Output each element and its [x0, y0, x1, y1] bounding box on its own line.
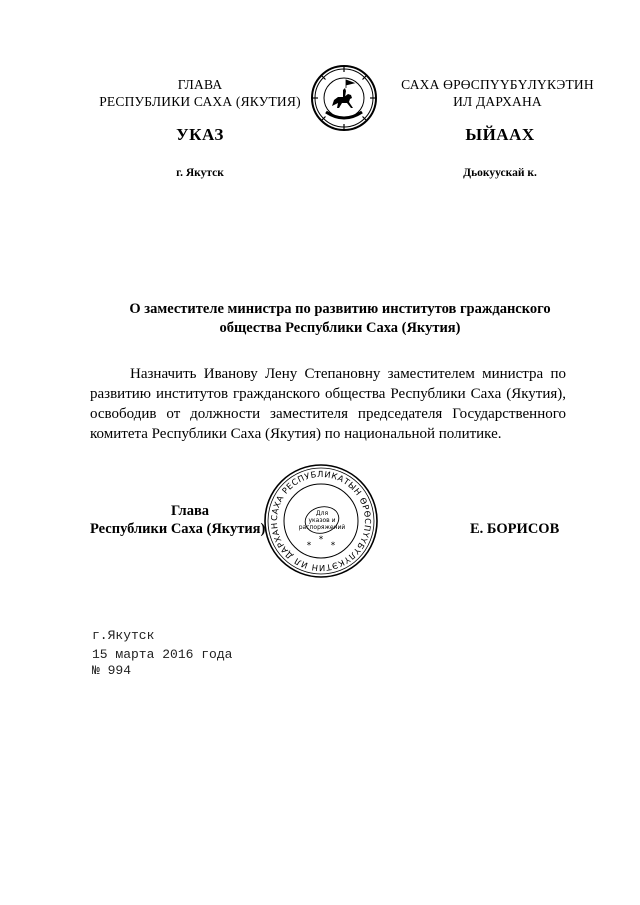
signatory-position-line1: Глава [170, 503, 210, 519]
header-right-line2: ИЛ ДАРХАНА [453, 94, 542, 109]
header-left-line2: РЕСПУБЛИКИ САХА (ЯКУТИЯ) [99, 94, 301, 109]
decree-title-line2: общества Республики Саха (Якутия) [219, 320, 461, 336]
seal-center-line1: Для [315, 510, 329, 517]
svg-text:*: * [306, 541, 312, 551]
doc-type-ukaz: УКАЗ [176, 125, 224, 144]
decree-title-line1: О заместителе министра по развитию институтов гражданского [129, 301, 551, 317]
header-left-line1: ГЛАВА [177, 77, 223, 92]
footer-date: 15 марта 2016 года [92, 647, 233, 662]
official-stamp-seal [262, 462, 380, 580]
signatory-position-line2: Республики Саха (Якутия) [90, 521, 266, 537]
svg-text:*: * [330, 541, 336, 551]
svg-text:*: * [318, 535, 324, 545]
footer-number: № 994 [92, 663, 132, 678]
seal-ring-text: САХА РЕСПУБЛИКАТЫН ӨРӨСПҮҮБҮЛҮКЭТИН ИЛ ДАРХАН [268, 468, 374, 574]
header-right-line1: САХА ӨРӨСПҮҮБҮЛҮКЭТИН [401, 77, 594, 92]
signatory-name: Е. БОРИСОВ [470, 521, 560, 537]
seal-center-line2: указов и [308, 517, 336, 524]
city-left: г. Якутск [176, 167, 224, 179]
decree-paragraph: Назначить Иванову Лену Степановну заместителем министра по развитию институтов гражданского общества Республики Саха (Якутия), освободив от должности заместителя председателя Государственного комитета Республики Саха (Якутия) по национальной политике. [90, 366, 566, 442]
footer-city: г.Якутск [92, 628, 155, 643]
coat-of-arms-emblem [310, 64, 378, 132]
city-right: Дьокуускай к. [463, 167, 537, 179]
seal-center-line3: распоряжений [298, 524, 346, 531]
doc-type-yiyaakh: ЫЙААХ [465, 125, 535, 144]
